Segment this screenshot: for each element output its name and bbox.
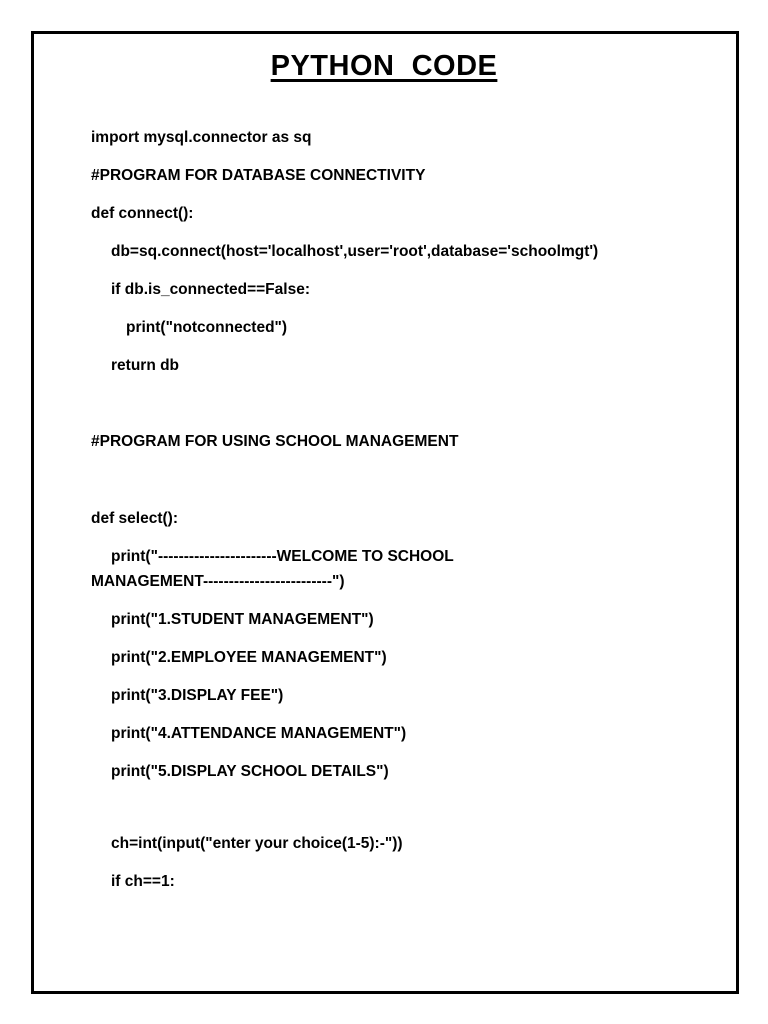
code-line-comment-connectivity: #PROGRAM FOR DATABASE CONNECTIVITY <box>91 167 426 184</box>
code-line-def-select: def select(): <box>91 510 178 527</box>
code-line-print-option-3: print("3.DISPLAY FEE") <box>111 687 284 704</box>
code-line-if-connected: if db.is_connected==False: <box>111 281 310 298</box>
code-line-import: import mysql.connector as sq <box>91 129 312 146</box>
code-line-return-db: return db <box>111 357 180 374</box>
document-title: PYTHON CODE <box>270 50 498 82</box>
code-line-if-choice: if ch==1: <box>111 873 175 890</box>
code-line-print-welcome: print("-----------------------WELCOME TO SCHOOL <box>111 548 454 565</box>
code-line-input-choice: ch=int(input("enter your choice(1-5):-")) <box>111 835 403 852</box>
code-line-print-option-2: print("2.EMPLOYEE MANAGEMENT") <box>111 649 387 666</box>
code-line-db-connect: db=sq.connect(host='localhost',user='root',database='schoolmgt') <box>111 243 599 260</box>
code-line-print-option-1: print("1.STUDENT MANAGEMENT") <box>111 611 374 628</box>
code-line-print-notconnected: print("notconnected") <box>126 319 288 336</box>
code-line-print-option-5: print("5.DISPLAY SCHOOL DETAILS") <box>111 763 389 780</box>
code-line-comment-school: #PROGRAM FOR USING SCHOOL MANAGEMENT <box>91 433 459 450</box>
code-line-print-welcome-cont: MANAGEMENT-------------------------") <box>91 573 345 590</box>
code-line-print-option-4: print("4.ATTENDANCE MANAGEMENT") <box>111 725 407 742</box>
code-line-def-connect: def connect(): <box>91 205 194 222</box>
